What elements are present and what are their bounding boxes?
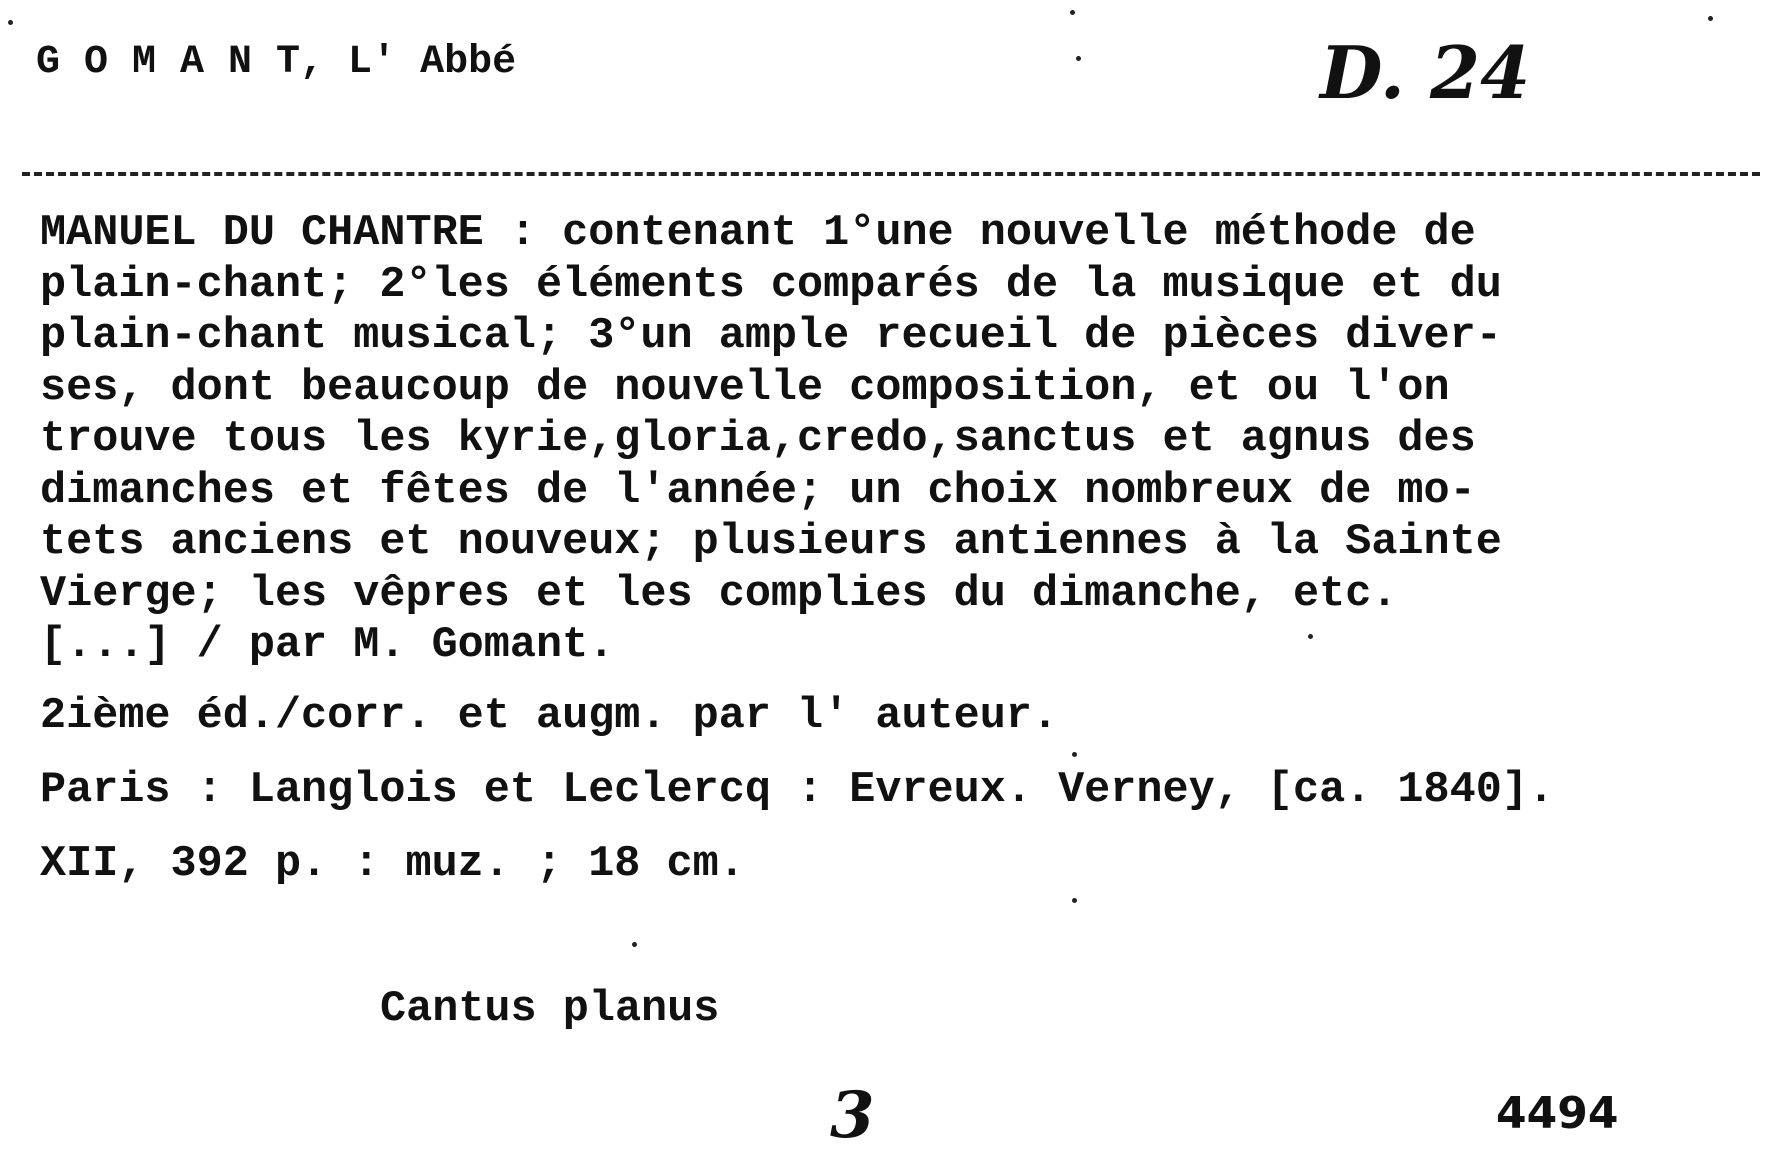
description-line: plain-chant musical; 3°un ample recueil de pièces diver- (40, 312, 1502, 361)
subject-heading: Cantus planus (380, 985, 720, 1034)
copy-mark: 3 (830, 1078, 875, 1153)
description-line: MANUEL DU CHANTRE : contenant 1°une nouvelle méthode de (40, 209, 1476, 258)
author-heading: G O M A N T, L' Abbé (36, 40, 517, 85)
imprint-statement: Paris : Langlois et Leclercq : Evreux. Verney, [ca. 1840]. (40, 766, 1555, 815)
title-description (40, 208, 1760, 672)
collation-statement: XII, 392 p. : muz. ; 18 cm. (40, 840, 745, 889)
ink-speck (1708, 16, 1713, 21)
description-line: trouve tous les kyrie,gloria,credo,sanctus et agnus des (40, 415, 1476, 464)
description-line: ses, dont beaucoup de nouvelle composition, et ou l'on (40, 363, 1450, 413)
ink-speck (1070, 10, 1075, 15)
ink-speck (1072, 898, 1077, 903)
description-line: dimanches et fêtes de l'année; un choix nombreux de mo- (40, 466, 1476, 516)
ink-speck (1076, 56, 1081, 61)
ink-speck (1308, 634, 1313, 639)
edition-statement: 2ième éd./corr. et augm. par l' auteur. (40, 692, 1059, 741)
call-number: D. 24 (1320, 30, 1531, 115)
description-line: [...] / par M. Gomant. (40, 621, 615, 670)
ink-speck (1072, 752, 1077, 757)
divider-line (22, 172, 1760, 176)
accession-number: 4494 (1496, 1088, 1619, 1139)
ink-speck (632, 942, 637, 947)
description-line: tets anciens et nouveux; plusieurs antiennes à la Sainte (40, 518, 1502, 567)
ink-speck (8, 20, 13, 25)
description-line: plain-chant; 2°les éléments comparés de la musique et du (40, 260, 1502, 310)
description-line: Vierge; les vêpres et les complies du dimanche, etc. (40, 569, 1398, 619)
